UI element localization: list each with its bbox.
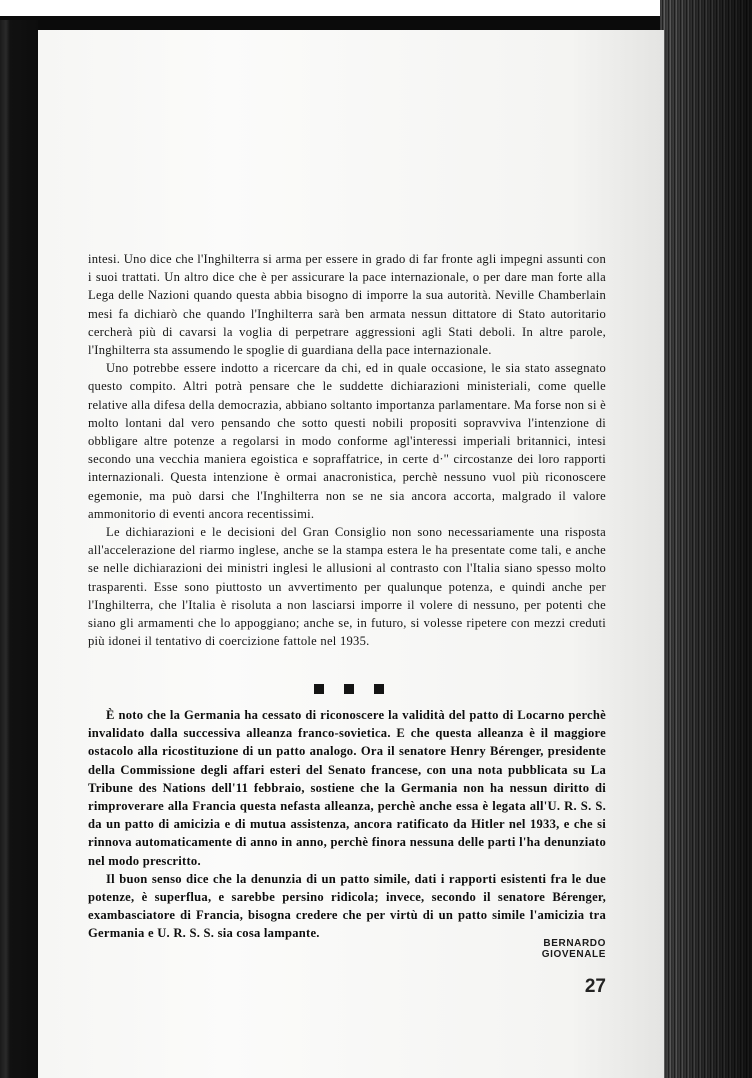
page-number: 27 [584, 976, 606, 997]
edge-shading [660, 0, 752, 1078]
author-signature: BERNARDO GIOVENALE [541, 938, 606, 960]
paragraph: È noto che la Germania ha cessato di riconoscere la validità del patto di Locarno perchè invalidato dalla successiva alleanza franco-sovietica. E che questa alleanza è il maggiore ostacolo alla ricostituzione di un patto analogo. Ora il senatore Henry Bérenger, presidente della Commissione degli affari esteri del Senato francese, con una nota pubblicata su La Tribune des Nations dell'11 febbraio, sostiene che la Germania non ha nessun diritto di rimproverare alla Francia questa nefasta alleanza, perchè anche essa è legata all'U. R. S. S. da un patto di amicizia e di mutua assistenza, ancora ratificato da Hitler nel 1933, e che si rinnova automaticamente di anno in anno, perchè finora nessuna delle parti l'ha denunziato nel modo prescritto. [88, 708, 606, 868]
paragraph: Le dichiarazioni e le decisioni del Gran Consiglio non sono necessariamente una risposta all'accelerazione del riarmo inglese, anche se la stampa estera le ha presentate come tali, e anche se nelle dichiarazioni dei ministri inglesi le allusioni al contrasto con l'Italia siano spesso molto trasparenti. Esse sono piuttosto un avvertimento per qualunque potenza, e quindi anche per l'Inghilterra, che l'Italia è risoluta a non lasciarsi imporre il volere di nessuno, per potenti che siano gli armamenti che lo appoggiano; anche se, in futuro, si volesse ripetere con mezzi creduti più idonei il tentativo di coercizione fattole nel 1935. [88, 525, 606, 649]
article-section-1 [88, 250, 606, 650]
section-divider [314, 684, 384, 694]
top-margin [0, 0, 752, 26]
left-book-edge [0, 20, 38, 1078]
paragraph: intesi. Uno dice che l'Inghilterra si arma per essere in grado di far fronte agli impegni assunti con i suoi trattati. Un altro dice che è per assicurare la pace internazionale, o per dare man forte alla Lega delle Nazioni quando questa abbia bisogno di imporre la sua autorità. Neville Chamberlain mesi fa dichiarò che quando l'Inghilterra sarà ben armata nessun dittatore di Stato autoritario cercherà più di cavarsi la voglia di perpetrare aggressioni agli Stati deboli. In altre parole, l'Inghilterra sta assumendo le spoglie di guardiana della pace internazionale. [88, 252, 606, 358]
right-book-edge [660, 0, 752, 1078]
divider-square [374, 684, 384, 694]
divider-square [344, 684, 354, 694]
paragraph: Uno potrebbe essere indotto a ricercare da chi, ed in quale occasione, le sia stato assegnato questo compito. Altri potrà pensare che le suddette dichiarazioni ministeriali, come quelle relative alla difesa della democrazia, abbiano soltanto importanza parlamentare. Ma forse non si è molto lontani dal vero pensando che sotto questi nobili propositi sopravviva l'intenzione di obbligare altre potenze a regolarsi in modo conforme agl'interessi imperiali britannici, intesi secondo una vecchia maniera egoistica e sopraffatrice, in certe d·'' circostanze dei loro rapporti internazionali. Questa intenzione è ormai anacronistica, perchè nessuno vuol più riconoscere egemonie, ma può darsi che l'Inghilterra non se ne sia ancora accorta, malgrado il valore ammonitorio di eventi ancora recentissimi. [88, 361, 606, 521]
article-section-2 [88, 706, 606, 943]
paragraph: Il buon senso dice che la denunzia di un patto simile, dati i rapporti esistenti fra le due potenze, è superflua, e sarebbe persino ridicola; invece, secondo il senatore Bérenger, exambasciatore di Francia, bisogna credere che per virtù di un patto simile l'amicizia tra Germania e U. R. S. S. sia cosa lampante. [88, 871, 606, 941]
page [38, 30, 664, 1078]
divider-square [314, 684, 324, 694]
